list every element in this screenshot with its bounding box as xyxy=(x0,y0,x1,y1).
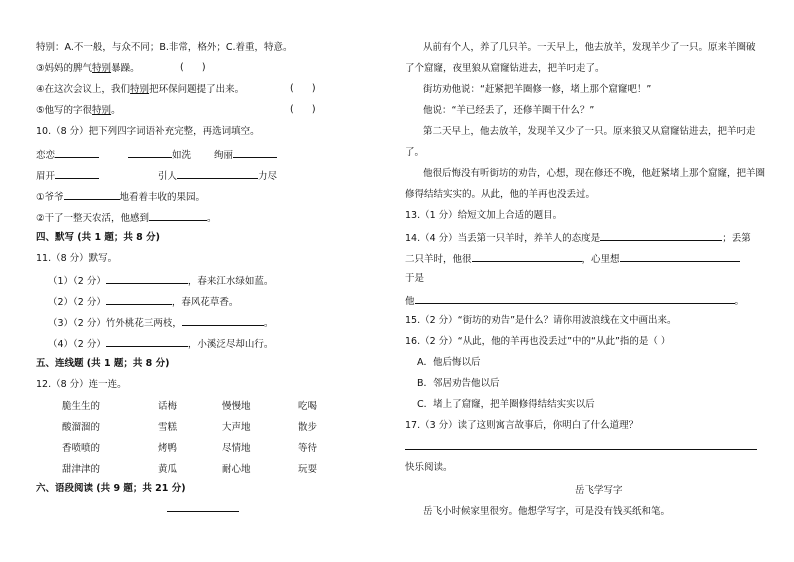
q12-cell[interactable]: 大声地 xyxy=(222,422,251,433)
q14-line-4: 他 。 xyxy=(405,293,744,308)
q14-blank-2[interactable] xyxy=(472,251,582,262)
q16-option-b[interactable]: B．邻居劝告他以后 xyxy=(417,378,500,389)
q12-cell[interactable]: 吃喝 xyxy=(298,401,318,412)
q10-word-1: 恋恋 xyxy=(36,147,99,162)
q10-blank-4[interactable] xyxy=(55,168,99,179)
story-line: 了。 xyxy=(405,147,425,158)
q14-line-1: 14.（4 分）当丢第一只羊时，养羊人的态度是 ；丢第 xyxy=(405,230,751,245)
q13: 13.（1 分）给短文加上合适的题目。 xyxy=(405,210,563,221)
q12-cell[interactable]: 玩耍 xyxy=(298,464,318,475)
q12-cell[interactable]: 雪糕 xyxy=(158,422,178,433)
passage-first-line: 岳飞小时候家里很穷。他想学写字，可是没有钱买纸和笔。 xyxy=(423,506,671,517)
q11-item-4-blank[interactable] xyxy=(106,336,188,347)
q9-item-5-answer[interactable]: ( ) xyxy=(290,104,316,115)
q10-word-6: 力尽 xyxy=(214,168,277,183)
q12-cell[interactable]: 甜津津的 xyxy=(62,464,101,475)
q10-blank-6[interactable] xyxy=(214,168,258,179)
story-line: 他说：“羊已经丢了，还修羊圈干什么？” xyxy=(423,105,595,116)
q11-item-1: （1）（2 分） ，春来江水绿如蓝。 xyxy=(48,273,273,288)
q9-item-3-answer[interactable]: ( ) xyxy=(180,62,206,73)
q12-cell[interactable]: 等待 xyxy=(298,443,318,454)
q9-item-5: ⑤他写的字很特别。 xyxy=(36,105,121,116)
q10-fill-1-blank[interactable] xyxy=(64,189,120,200)
q10-word-3: 绚丽 xyxy=(214,147,277,162)
story-line: 他很后悔没有听街坊的劝告，心想，现在修还不晚，他赶紧堵上那个窟窿，把羊圈 xyxy=(423,168,766,179)
q12-cell[interactable]: 烤鸭 xyxy=(158,443,178,454)
q9-item-3: ③妈妈的脾气特别暴躁。 xyxy=(36,63,140,74)
reading-label: 快乐阅读。 xyxy=(405,462,453,473)
q9-item-4: ④在这次会议上，我们特别把环保问题提了出来。 xyxy=(36,84,245,95)
section-6-title: 六、语段阅读 (共 9 题；共 21 分) xyxy=(36,483,186,494)
story-line: 修得结结实实的。从此，他的羊再也没丢过。 xyxy=(405,189,596,200)
q10-word-2: 如洗 xyxy=(128,147,191,162)
q12-cell[interactable]: 酸溜溜的 xyxy=(62,422,101,433)
q14-blank-1[interactable] xyxy=(600,230,722,241)
q16-option-a[interactable]: A．他后悔以后 xyxy=(417,357,481,368)
q10-fill-2-blank[interactable] xyxy=(149,210,207,221)
q10-word-4: 眉开 xyxy=(36,168,99,183)
q16-option-c[interactable]: C．堵上了窟窿，把羊圈修得结结实实以后 xyxy=(417,399,595,410)
q12-cell[interactable]: 脆生生的 xyxy=(62,401,101,412)
story-line: 了个窟窿，夜里狼从窟窿钻进去，把羊叼走了。 xyxy=(405,63,605,74)
q10-word-5: 引人 xyxy=(158,168,221,183)
q10-fill-2: ②干了一整天农活，他感到 。 xyxy=(36,210,217,225)
q11-item-2: （2）（2 分） ，春风花草香。 xyxy=(48,294,238,309)
q14-blank-4[interactable] xyxy=(415,293,735,304)
passage-title: 岳飞学写字 xyxy=(575,485,623,496)
q14-blank-3[interactable] xyxy=(620,251,740,262)
title-answer-line[interactable] xyxy=(167,511,239,512)
q17-answer-line[interactable] xyxy=(405,449,757,450)
q12-cell[interactable]: 尽情地 xyxy=(222,443,251,454)
q10-blank-3[interactable] xyxy=(233,147,277,158)
story-line: 第二天早上，他去放羊，发现羊又少了一只。原来狼又从窟窿钻进去，把羊叼走 xyxy=(423,126,756,137)
q14-line-3: 于是 xyxy=(405,273,425,284)
q10-blank-2[interactable] xyxy=(128,147,172,158)
q15: 15.（2 分）“街坊的劝告”是什么？请你用波浪线在文中画出来。 xyxy=(405,315,677,326)
q12-cell[interactable]: 黄瓜 xyxy=(158,464,178,475)
q16: 16.（2 分）“从此，他的羊再也没丢过”中的“从此”指的是（ ） xyxy=(405,336,671,347)
story-line: 从前有个人，养了几只羊。一天早上，他去放羊，发现羊少了一只。原来羊圈破 xyxy=(423,42,756,53)
q12-cell[interactable]: 耐心地 xyxy=(222,464,251,475)
q17: 17.（3 分）读了这则寓言故事后，你明白了什么道理？ xyxy=(405,420,639,431)
q14-line-2: 二只羊时，他很 ，心里想 xyxy=(405,251,740,266)
q10-fill-1: ①爷爷 地看着丰收的果园。 xyxy=(36,189,205,204)
q12-cell[interactable]: 散步 xyxy=(298,422,318,433)
q12-title: 12.（8 分）连一连。 xyxy=(36,379,127,390)
q12-cell[interactable]: 慢慢地 xyxy=(222,401,251,412)
section-4-title: 四、默写 (共 1 题；共 8 分) xyxy=(36,232,160,243)
q9-item-4-answer[interactable]: ( ) xyxy=(290,83,316,94)
section-5-title: 五、连线题 (共 1 题；共 8 分) xyxy=(36,358,170,369)
q12-cell[interactable]: 香喷喷的 xyxy=(62,443,101,454)
q11-item-2-blank[interactable] xyxy=(106,294,172,305)
q11-item-3: （3）（2 分）竹外桃花三两枝， 。 xyxy=(48,315,273,330)
q11-title: 11.（8 分）默写。 xyxy=(36,253,118,264)
q11-item-3-blank[interactable] xyxy=(182,315,264,326)
story-line: 街坊劝他说：“赶紧把羊圈修一修，堵上那个窟窿吧！” xyxy=(423,84,652,95)
q12-cell[interactable]: 话梅 xyxy=(158,401,178,412)
q10-blank-1[interactable] xyxy=(55,147,99,158)
q10-title: 10.（8 分）把下列四字词语补充完整，再选词填空。 xyxy=(36,126,260,137)
q11-item-4: （4）（2 分） ，小溪泛尽却山行。 xyxy=(48,336,273,351)
q9-options: 特别：A.不一般，与众不同；B.非常，格外；C.着重，特意。 xyxy=(36,42,293,53)
q11-item-1-blank[interactable] xyxy=(106,273,188,284)
